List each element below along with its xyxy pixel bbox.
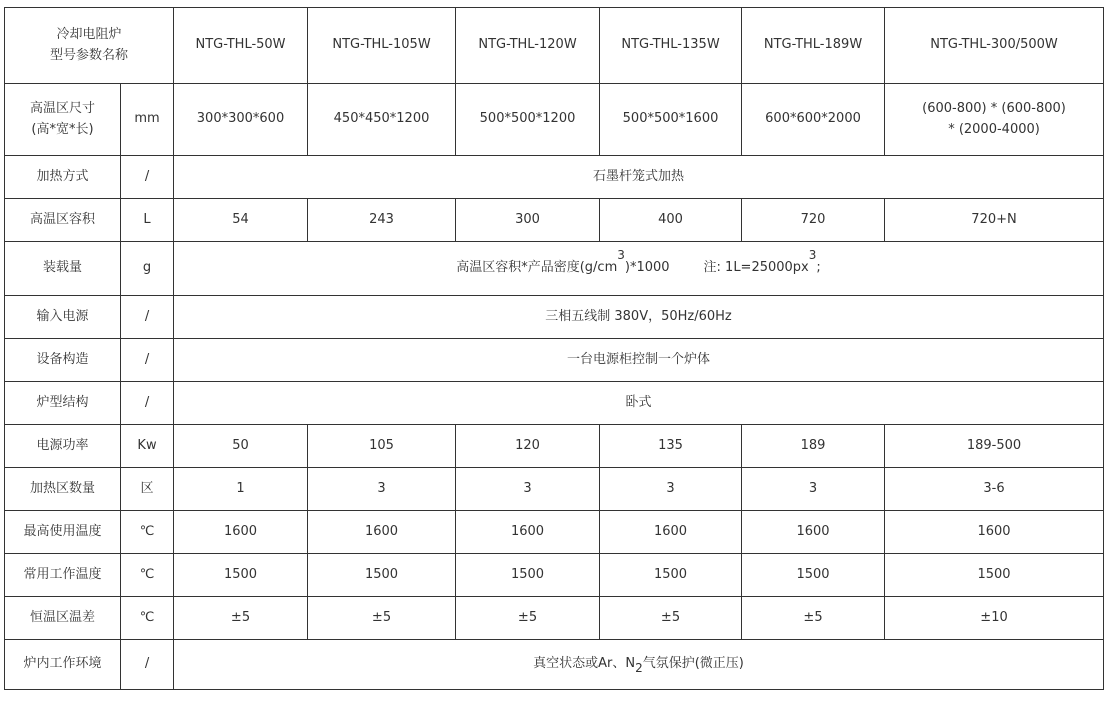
load-formula-text: 高温区容积*产品密度(g/cm [456, 260, 618, 276]
environment-tail: 气氛保护(微正压) [642, 656, 744, 672]
superscript-3: 3 [617, 248, 625, 263]
row-equipment-structure [5, 339, 1104, 382]
value-cell: 1500 [456, 554, 600, 597]
row-hot-zone-volume [5, 199, 1104, 242]
value-cell: 1600 [742, 511, 885, 554]
param-name-cell [5, 84, 121, 156]
corner-header-cell [5, 8, 174, 84]
value-cell: 1500 [308, 554, 456, 597]
model-header-2: NTG-THL-105W [308, 8, 456, 84]
row-load [5, 242, 1104, 296]
param-name-cell: 装载量 [5, 242, 121, 296]
merged-value-cell: 三相五线制 380V，50Hz/60Hz [174, 296, 1104, 339]
param-name-cell: 加热方式 [5, 156, 121, 199]
spec-table-wrapper [4, 7, 1104, 690]
unit-cell: / [121, 156, 174, 199]
param-name-cell: 高温区容积 [5, 199, 121, 242]
param-name-cell: 最高使用温度 [5, 511, 121, 554]
value-cell: 1600 [456, 511, 600, 554]
value-cell: 105 [308, 425, 456, 468]
value-cell: 720+N [885, 199, 1104, 242]
value-cell: ±5 [742, 597, 885, 640]
header-row [5, 8, 1104, 84]
merged-value-cell [174, 242, 1104, 296]
value-cell: 300*300*600 [174, 84, 308, 156]
environment-text: 真空状态或Ar、N [533, 656, 636, 672]
unit-cell: 区 [121, 468, 174, 511]
value-cell: 1500 [885, 554, 1104, 597]
model-header-5: NTG-THL-189W [742, 8, 885, 84]
unit-cell: Kw [121, 425, 174, 468]
value-cell: 3 [600, 468, 742, 511]
merged-value-cell: 卧式 [174, 382, 1104, 425]
value-cell: ±5 [308, 597, 456, 640]
model-header-1: NTG-THL-50W [174, 8, 308, 84]
value-cell: 3 [456, 468, 600, 511]
load-note-text: 注: 1L=25000px [703, 260, 809, 276]
unit-cell: ℃ [121, 597, 174, 640]
value-cell: 189-500 [885, 425, 1104, 468]
value-cell: 50 [174, 425, 308, 468]
corner-line-1: 冷却电阻炉 [56, 27, 122, 43]
value-cell: 1500 [600, 554, 742, 597]
unit-cell: / [121, 296, 174, 339]
unit-cell: / [121, 640, 174, 690]
load-note-tail: ; [816, 260, 821, 276]
param-name-cell: 输入电源 [5, 296, 121, 339]
unit-cell: / [121, 339, 174, 382]
spec-table [4, 7, 1104, 690]
param-name-line-1: 高温区尺寸 [29, 101, 95, 117]
corner-line-2: 型号参数名称 [50, 47, 129, 63]
param-name-cell: 设备构造 [5, 339, 121, 382]
merged-value-cell [174, 640, 1104, 690]
row-heating-method [5, 156, 1104, 199]
value-cell: 135 [600, 425, 742, 468]
value-cell: 1600 [885, 511, 1104, 554]
param-name-cell: 恒温区温差 [5, 597, 121, 640]
param-name-cell: 常用工作温度 [5, 554, 121, 597]
unit-cell: ℃ [121, 511, 174, 554]
model-header-4: NTG-THL-135W [600, 8, 742, 84]
value-cell: 243 [308, 199, 456, 242]
param-name-cell: 电源功率 [5, 425, 121, 468]
value-cell: 120 [456, 425, 600, 468]
value-cell: 1 [174, 468, 308, 511]
unit-cell: ℃ [121, 554, 174, 597]
row-power-input [5, 296, 1104, 339]
value-cell: 3-6 [885, 468, 1104, 511]
unit-cell: / [121, 382, 174, 425]
value-cell: 300 [456, 199, 600, 242]
merged-value-cell: 石墨杆笼式加热 [174, 156, 1104, 199]
superscript-3: 3 [808, 248, 817, 263]
subscript-2: 2 [635, 661, 643, 676]
row-furnace-structure [5, 382, 1104, 425]
value-cell: 1600 [600, 511, 742, 554]
row-temp-uniformity [5, 597, 1104, 640]
row-working-temp [5, 554, 1104, 597]
unit-cell: mm [121, 84, 174, 156]
value-cell: 189 [742, 425, 885, 468]
value-cell: 400 [600, 199, 742, 242]
value-cell: ±5 [600, 597, 742, 640]
row-heating-zones [5, 468, 1104, 511]
value-cell: 1500 [742, 554, 885, 597]
param-name-line-2: (高*宽*长) [31, 121, 94, 137]
value-cell: 600*600*2000 [742, 84, 885, 156]
row-power [5, 425, 1104, 468]
value-cell [885, 84, 1104, 156]
model-header-3: NTG-THL-120W [456, 8, 600, 84]
value-cell: 500*500*1200 [456, 84, 600, 156]
param-name-cell: 加热区数量 [5, 468, 121, 511]
load-formula-tail: )*1000 [624, 260, 670, 276]
value-cell: 1600 [174, 511, 308, 554]
value-cell: 1600 [308, 511, 456, 554]
row-max-temp [5, 511, 1104, 554]
value-cell: 720 [742, 199, 885, 242]
value-cell: 3 [308, 468, 456, 511]
value-cell: 3 [742, 468, 885, 511]
value-cell: 500*500*1600 [600, 84, 742, 156]
value-line-2: * (2000-4000) [948, 121, 1040, 137]
value-cell: 54 [174, 199, 308, 242]
param-name-cell: 炉内工作环境 [5, 640, 121, 690]
value-cell: ±10 [885, 597, 1104, 640]
value-cell: ±5 [456, 597, 600, 640]
value-cell: ±5 [174, 597, 308, 640]
value-line-1: (600-800) * (600-800) [922, 101, 1066, 117]
unit-cell: g [121, 242, 174, 296]
model-header-6: NTG-THL-300/500W [885, 8, 1104, 84]
row-hot-zone-size [5, 84, 1104, 156]
unit-cell: L [121, 199, 174, 242]
merged-value-cell: 一台电源柜控制一个炉体 [174, 339, 1104, 382]
row-environment [5, 640, 1104, 690]
value-cell: 1500 [174, 554, 308, 597]
param-name-cell: 炉型结构 [5, 382, 121, 425]
value-cell: 450*450*1200 [308, 84, 456, 156]
